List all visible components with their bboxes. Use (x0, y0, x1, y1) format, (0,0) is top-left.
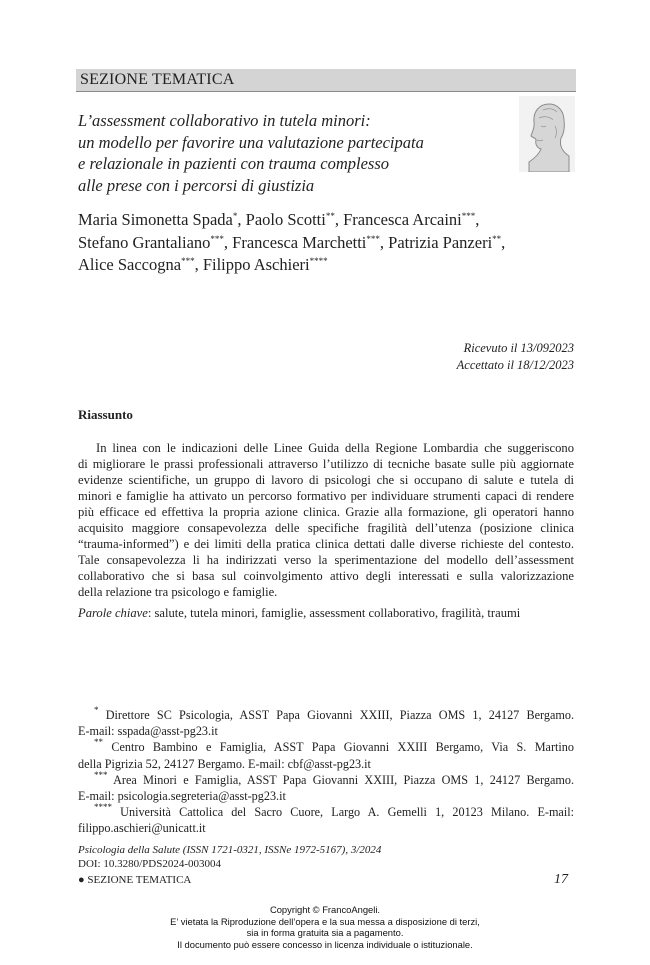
abstract-line: evidenze scientifiche, un gruppo di lavoro di psicologi che si occupano di salute e tutela di (78, 473, 574, 487)
footnote-line: E-mail: sspada@asst-pg23.it (78, 724, 218, 739)
footnote-mark: **** (94, 802, 112, 813)
footnote-line (78, 739, 574, 755)
abstract-line: di migliorare le prassi professionali attraverso l’utilizzo di tecniche basate sulle più aggiornate (78, 457, 574, 471)
footnote-line: della Pigrizia 52, 24127 Bergamo. E-mail: cbf@asst-pg23.it (78, 756, 371, 771)
abstract-body (78, 440, 574, 600)
abstract-line: acquisito maggiore consapevolezza delle specifiche fragilità dell’utenza (posizione clinica (78, 521, 574, 535)
author-name: Francesca Arcaini (343, 210, 462, 229)
author-mark: **** (309, 256, 328, 266)
footnote-text: Area Minori e Famiglia, ASST Papa Giovanni XXIII, Piazza OMS 1, 24127 Bergamo. (107, 772, 574, 787)
author-line: Stefano Grantaliano***, Francesca Marchetti***, Patrizia Panzeri**, (78, 232, 506, 252)
abstract-line: collaborativo che si basa sul coinvolgimento attivo degli interessati e sulla valorizzazione (78, 569, 574, 583)
footnote-mark: ** (94, 737, 103, 748)
title-line: alle prese con i percorsi di giustizia (78, 175, 315, 195)
section-header-label: SEZIONE TEMATICA (80, 71, 235, 88)
received-date: Ricevuto il 13/092023 (463, 341, 574, 355)
submission-dates (457, 340, 574, 374)
journal-doi: DOI: 10.3280/PDS2024-003004 (78, 858, 222, 870)
footer-section-label: ● SEZIONE TEMATICA (78, 874, 192, 886)
keywords-label: Parole chiave (78, 606, 148, 620)
article-title (78, 110, 498, 196)
author-name: Paolo Scotti (245, 210, 326, 229)
author-mark: *** (366, 233, 380, 244)
accepted-date: Accettato il 18/12/2023 (456, 358, 574, 372)
journal-logo-portrait (519, 96, 575, 172)
footnote-mark: *** (94, 769, 108, 780)
abstract-line: più efficace ed effettiva la propria azione clinica. Grazie alla formazione, gli operatori hanno (78, 505, 574, 519)
copyright-notice (0, 904, 650, 950)
copyright-line: sia in forma gratuita sia a pagamento. (246, 927, 404, 938)
abstract-line: Tale consapevolezza li ha indirizzati verso la sperimentazione del modello dell’assessment (78, 553, 574, 567)
footnote-mark: * (94, 705, 99, 715)
author-mark: *** (210, 233, 224, 244)
author-name: Stefano Grantaliano (78, 232, 211, 252)
footnote-text: Centro Bambino e Famiglia, ASST Papa Giovanni XXIII Bergamo, Via S. Martino (103, 740, 574, 755)
author-name: Francesca Marchetti (232, 232, 367, 252)
author-list (78, 209, 578, 277)
abstract-line: “trauma-informed”) e dei limiti della pratica clinica dettati dalle diverse richieste del contesto. (78, 537, 574, 551)
author-name: Alice Saccogna (78, 255, 182, 274)
author-name: Maria Simonetta Spada (78, 210, 233, 229)
keywords-text: : salute, tutela minori, famiglie, assessment collaborativo, fragilità, traumi (147, 606, 521, 620)
title-line: L’assessment collaborativo in tutela minori: (78, 111, 371, 130)
author-name: Patrizia Panzeri (388, 232, 493, 252)
section-header-bar (76, 69, 576, 92)
journal-citation: Psicologia della Salute (ISSN 1721-0321, ISSNe 1972-5167), 3/2024 (78, 844, 382, 856)
page-number: 17 (554, 872, 568, 887)
footnote-line (78, 707, 574, 723)
keywords (78, 606, 578, 621)
title-line: e relazionale in pazienti con trauma complesso (78, 154, 390, 173)
abstract-line: minori e famiglie ha attivato un percorso formativo per individuare strumenti capaci di rendere (78, 489, 574, 503)
abstract-heading: Riassunto (78, 407, 133, 422)
author-line: Maria Simonetta Spada*, Paolo Scotti**, Francesca Arcaini***, (78, 210, 480, 229)
author-name: Filippo Aschieri (202, 255, 310, 274)
author-mark: ** (325, 211, 335, 221)
copyright-line: Il documento può essere concesso in licenza individuale o istituzionale. (177, 938, 473, 950)
footnote-line: filippo.aschieri@unicatt.it (78, 821, 206, 836)
author-mark: ** (492, 233, 502, 244)
footnote-line (78, 804, 574, 820)
author-affiliations (78, 707, 574, 837)
footnote-line (78, 769, 574, 788)
copyright-line: Copyright © FrancoAngeli. (269, 904, 381, 915)
copyright-line: E’ vietata la Riproduzione dell’opera e la sua messa a disposizione di terzi, (170, 915, 480, 927)
author-mark: *** (461, 211, 476, 221)
abstract-line: della relazione tra psicologo e famiglie. (78, 585, 278, 599)
title-line: un modello per favorire una valutazione partecipata (78, 132, 424, 152)
abstract-line: In linea con le indicazioni delle Linee Guida della Regione Lombardia che suggeriscono (96, 441, 574, 455)
footnote-line: E-mail: psicologia.segreteria@asst-pg23.it (78, 789, 286, 804)
journal-info (78, 843, 381, 871)
footnote-text: Università Cattolica del Sacro Cuore, Largo A. Gemelli 1, 20123 Milano. E-mail: (112, 805, 574, 820)
footnote-text: Direttore SC Psicologia, ASST Papa Giovanni XXIII, Piazza OMS 1, 24127 Bergamo. (98, 708, 574, 722)
author-mark: *** (181, 256, 195, 266)
author-mark: * (232, 211, 238, 221)
author-line: Alice Saccogna***, Filippo Aschieri**** (78, 255, 328, 274)
